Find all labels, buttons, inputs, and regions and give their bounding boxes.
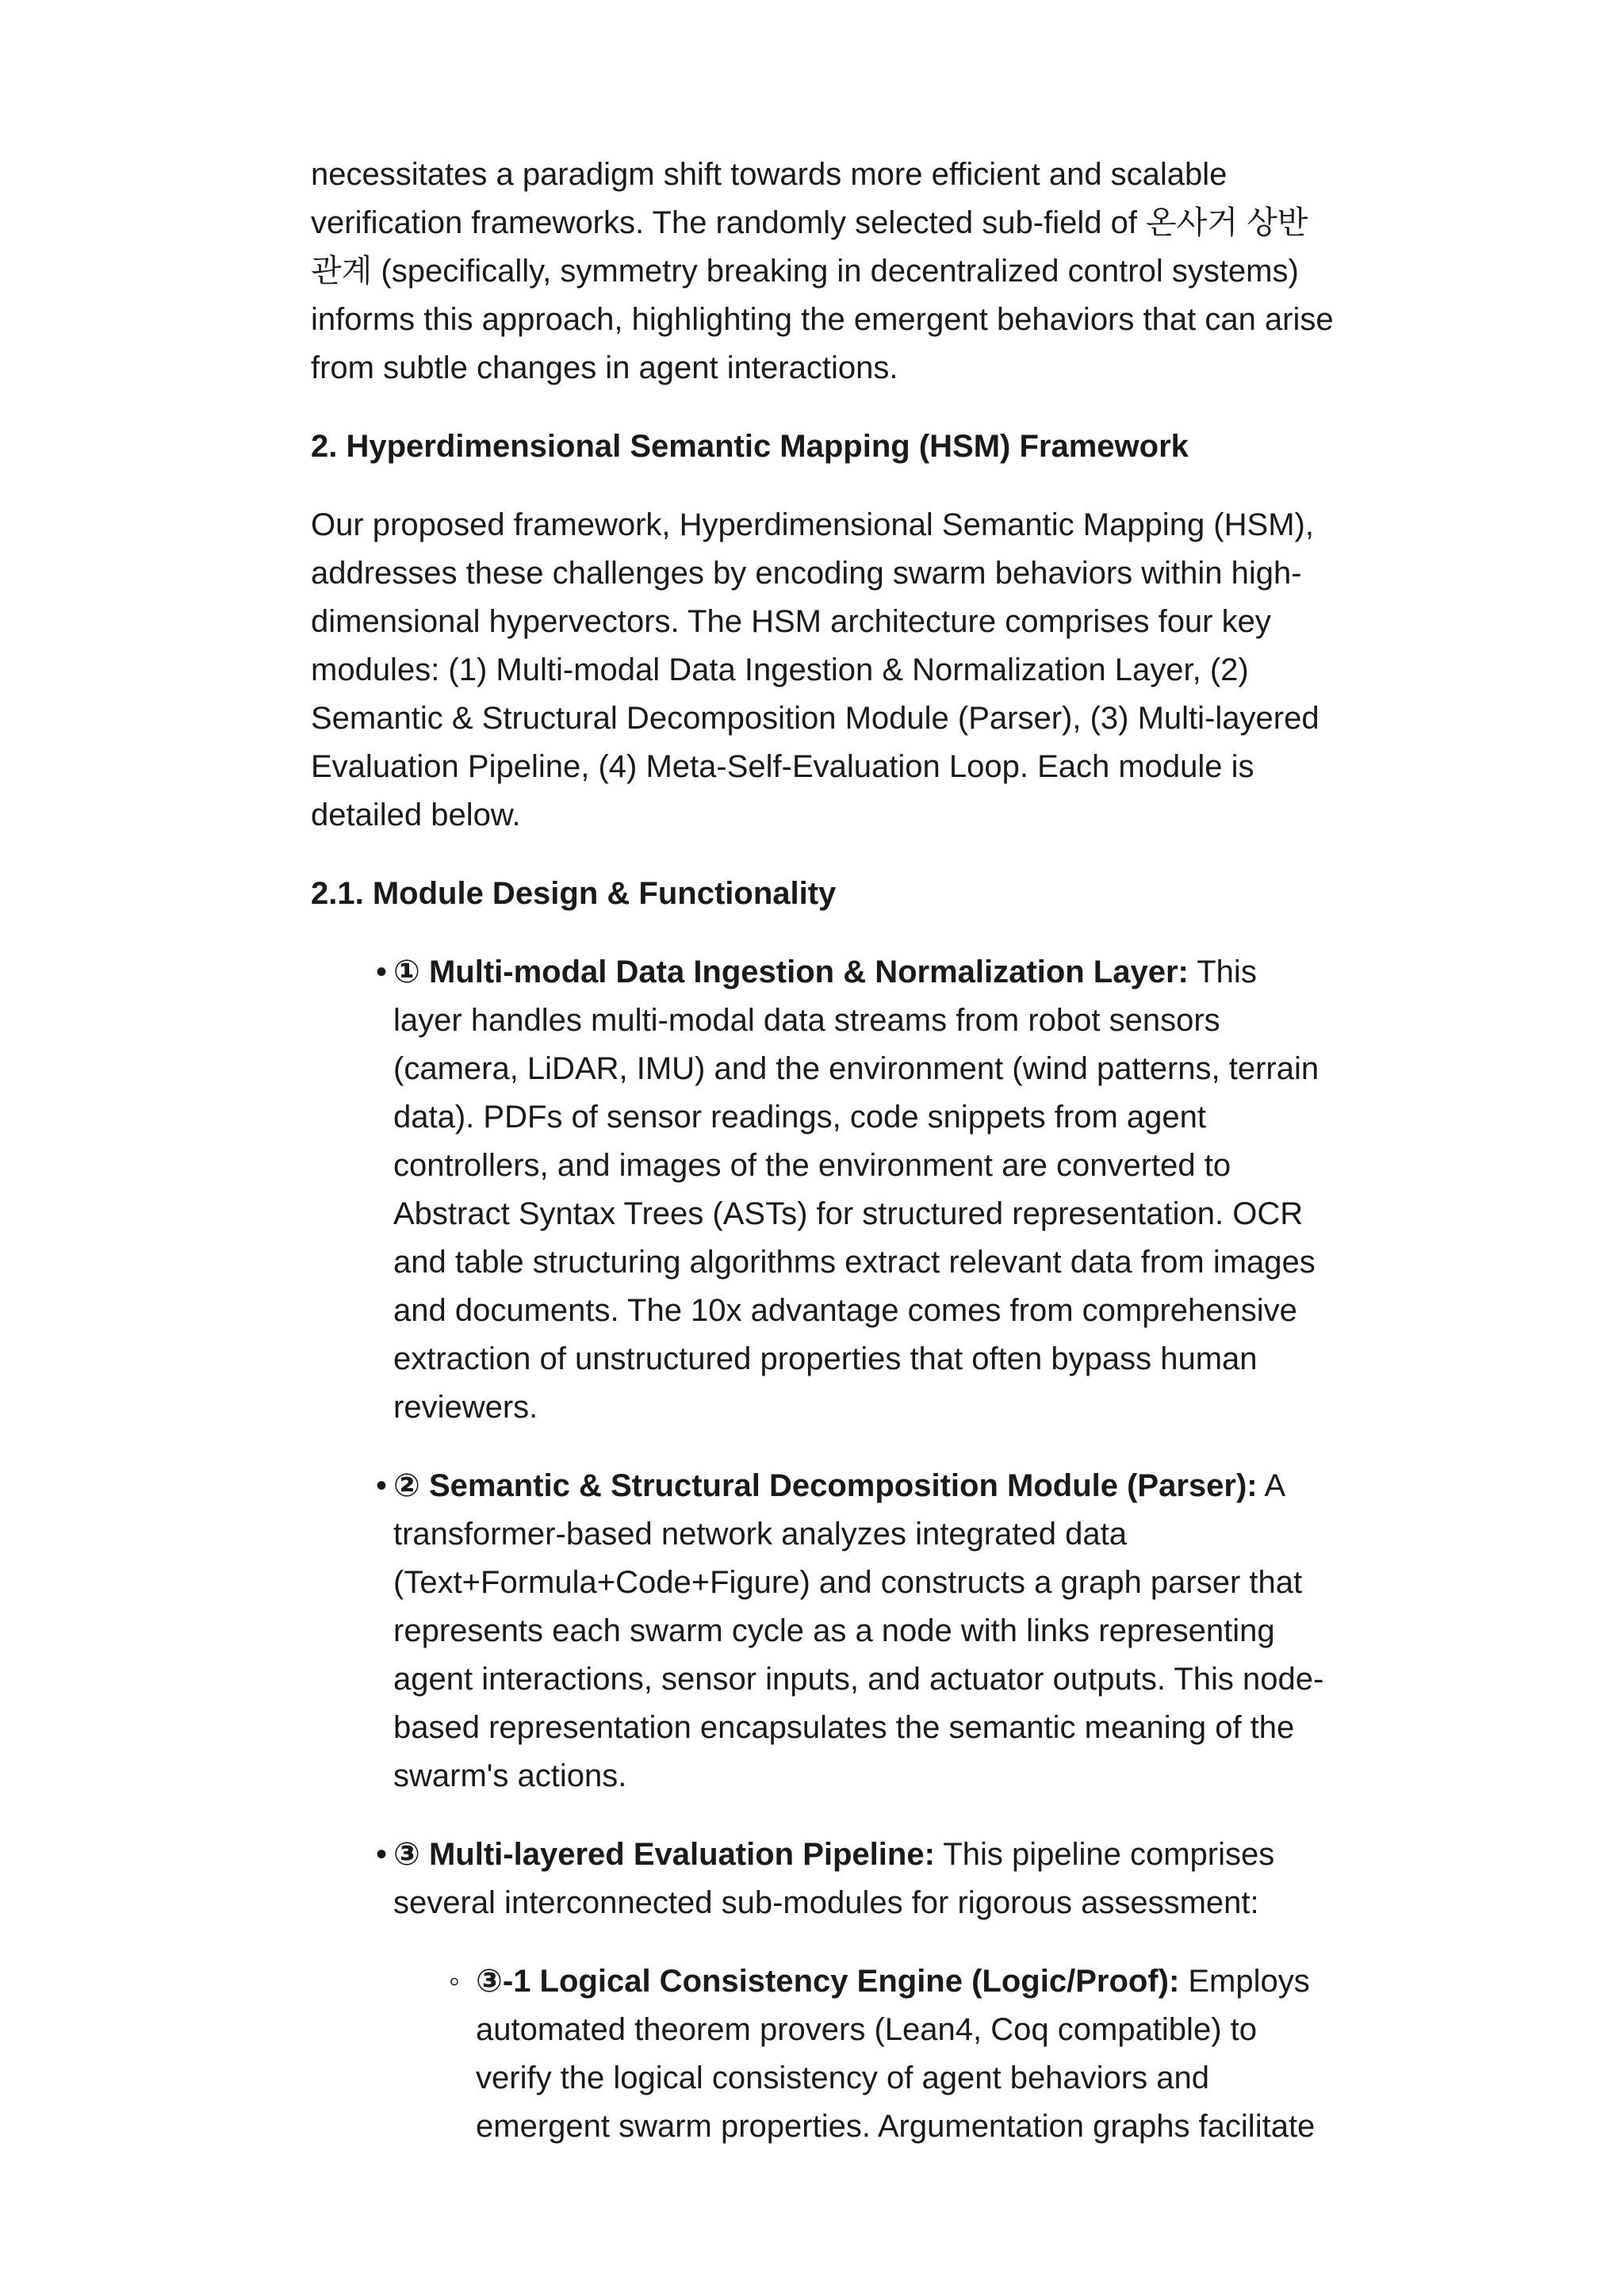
section-2-paragraph: Our proposed framework, Hyperdimensional Semantic Mapping (HSM), addresses these challenges by encoding swarm behaviors within high-dimensional hypervectors. The HSM architecture comprises four key modules: (1) Multi-modal Data Ingestion & Normalization Layer, (2) Semantic & Structural Decomposition Module (Parser), (3) Multi-layered Evaluation Pipeline, (4) Meta-Self-Evaluation Loop. Each module is detailed below. — [311, 507, 1320, 832]
module-1-text: This layer handles multi-modal data streams from robot sensors (camera, LiDAR, IMU) and the environment (wind patterns, terrain data). PDFs of sensor readings, code snippets from agent controllers, and images of the environment are converted to Abstract Syntax Trees (ASTs) for structured representation. OCR and table structuring algorithms extract relevant data from images and documents. The 10x advantage comes from comprehensive extraction of unstructured properties that often bypass human reviewers. — [393, 955, 1320, 1425]
list-item-module-2 — [376, 1462, 1334, 1800]
bullet-marker: • — [376, 955, 388, 989]
list-item-module-3 — [376, 1831, 1334, 2151]
sub-bullet-marker: ◦ — [449, 1964, 461, 1999]
sublist-item-3-1 — [449, 1957, 1334, 2151]
document-page — [311, 151, 1334, 2181]
section-2-heading: 2. Hyperdimensional Semantic Mapping (HSM) Framework — [311, 429, 1189, 464]
module-2-title: ② Semantic & Structural Decomposition Module (Parser): — [393, 1468, 1258, 1503]
list-item-module-1 — [376, 948, 1334, 1432]
submodule-3-1-text: Employs automated theorem provers (Lean4, Coq compatible) to verify the logical consistency of agent behaviors and emergent swarm properties. Argumentation graphs facilitate — [476, 1964, 1316, 2144]
module-list — [311, 948, 1334, 2151]
module-3-title: ③ Multi-layered Evaluation Pipeline: — [393, 1837, 935, 1872]
module-1-title: ① Multi-modal Data Ingestion & Normalization Layer: — [393, 955, 1189, 989]
submodule-3-1-title: ③-1 Logical Consistency Engine (Logic/Proof): — [476, 1964, 1180, 1999]
intro-paragraph: necessitates a paradigm shift towards more efficient and scalable verification frameworks. The randomly selected sub-field of 온사거 상반 관계 (specifically, symmetry breaking in decentralized control systems) informs this approach, highlighting the emergent behaviors that can arise from subtle changes in agent interactions. — [311, 157, 1334, 385]
module-3-text: This pipeline comprises several interconnected sub-modules for rigorous assessment: — [393, 1837, 1275, 1920]
module-2-text: A transformer-based network analyzes integrated data (Text+Formula+Code+Figure) and constructs a graph parser that represents each swarm cycle as a node with links representing agent interactions, sensor inputs, and actuator outputs. This node-based representation encapsulates the semantic meaning of the swarm's actions. — [393, 1468, 1324, 1793]
evaluation-sublist — [393, 1957, 1334, 2151]
bullet-marker: • — [376, 1468, 388, 1503]
bullet-marker: • — [376, 1837, 388, 1872]
section-2-1-heading: 2.1. Module Design & Functionality — [311, 876, 837, 911]
